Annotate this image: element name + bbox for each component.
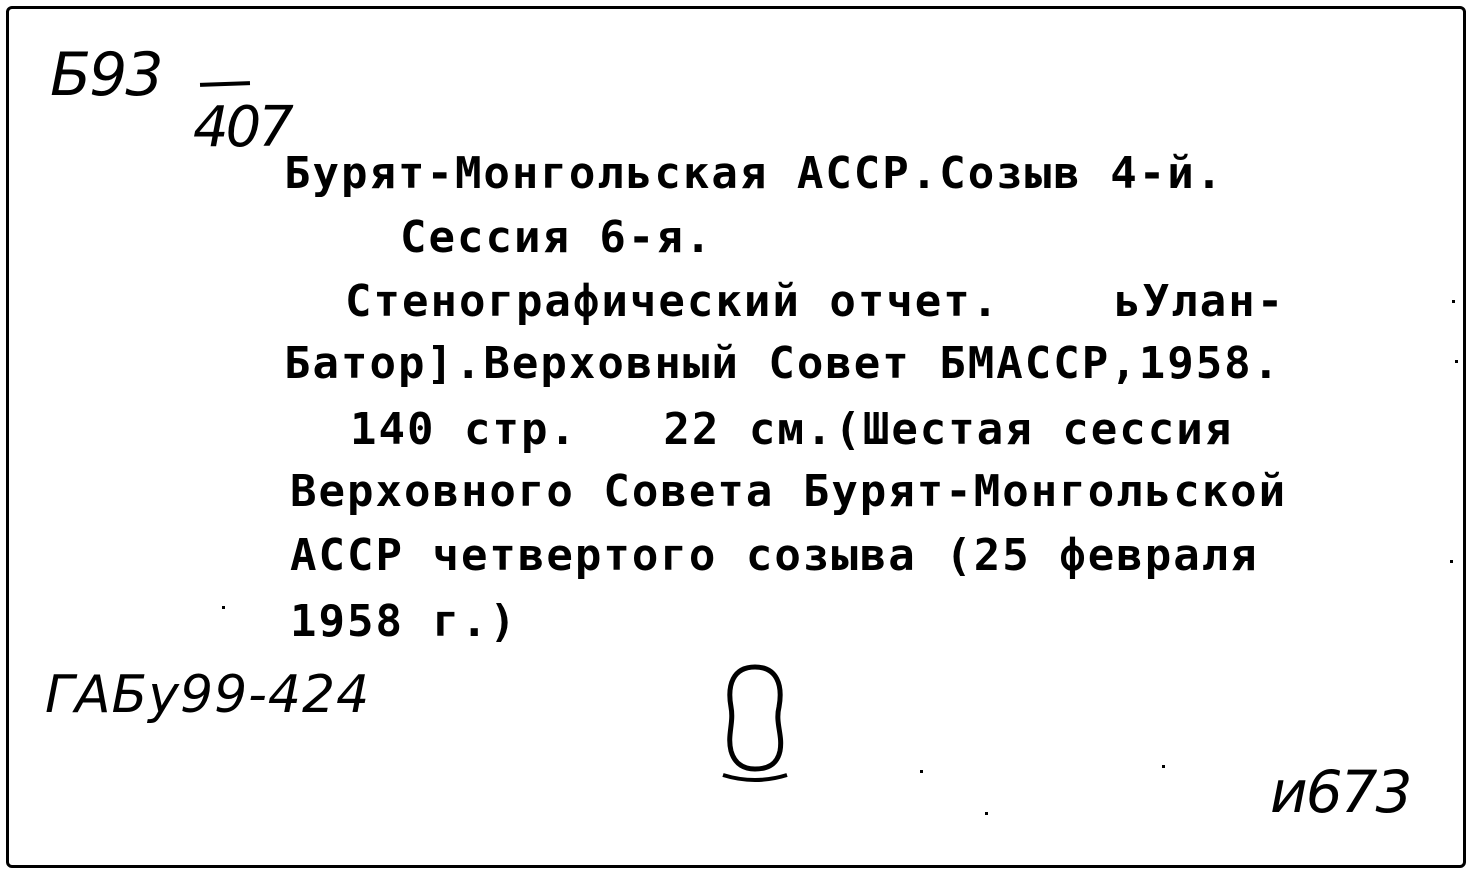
shelfmark: Б93: [50, 40, 162, 110]
card-text-line-8: 1958 г.): [290, 596, 518, 647]
oval-stamp-icon: [717, 663, 793, 783]
scan-speck: [222, 606, 225, 609]
card-text-line-3: Стенографический отчет. ьУлан-: [345, 276, 1286, 327]
inventory-number: и673: [1270, 758, 1411, 826]
scan-speck: [1162, 765, 1165, 768]
scan-speck: [1452, 300, 1455, 303]
card-text-line-6: Верховного Совета Бурят-Монгольской: [290, 466, 1288, 517]
scan-speck: [920, 770, 923, 773]
scan-speck: [1450, 560, 1453, 563]
shelf-number: 407: [193, 95, 291, 160]
scan-speck: [985, 812, 988, 815]
fund-code: ГАБу99-424: [45, 665, 371, 725]
scan-speck: [1455, 360, 1458, 363]
card-text-line-4: Батор].Верховный Совет БМАССР,1958.: [284, 338, 1282, 389]
card-text-line-2: Сессия 6-я.: [400, 212, 714, 263]
card-text-line-7: АССР четвертого созыва (25 февраля: [290, 530, 1259, 581]
card-text-line-1: Бурят-Монгольская АССР.Созыв 4-й.: [284, 148, 1225, 199]
card-text-line-5: 140 стр. 22 см.(Шестая сессия: [350, 404, 1234, 455]
